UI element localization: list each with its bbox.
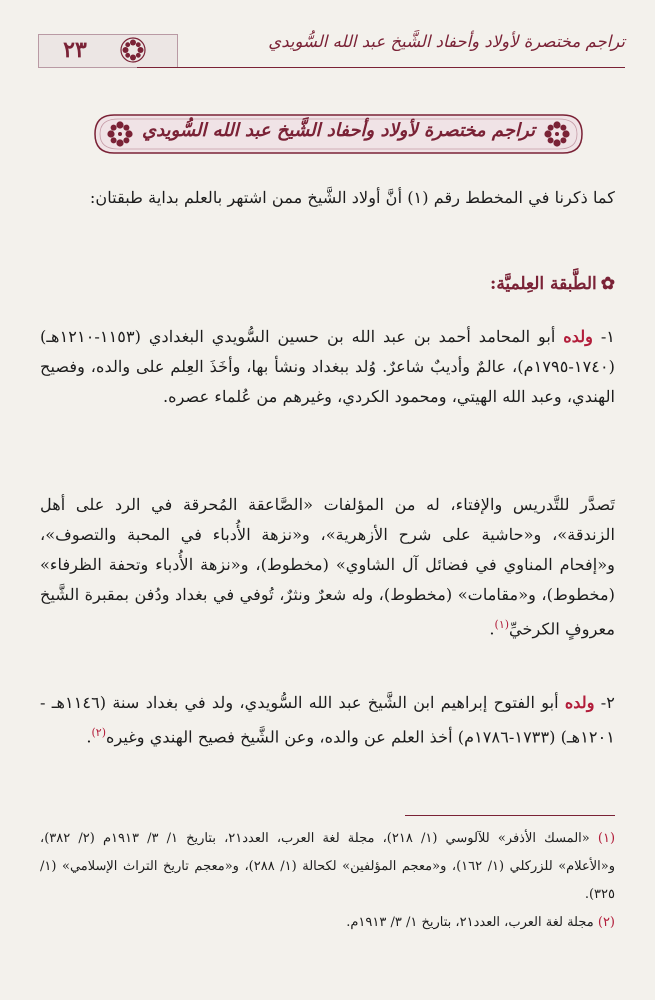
page-number-box <box>38 34 178 68</box>
entry-2-paragraph <box>40 688 615 752</box>
entry-1-cont-text: تَصدَّر للتَّدريس والإفتاء، له من المؤلفات «الصَّاعقة المُحرقة في الرد على أهل الزندقة»، و«حاشية على شرح الأزهرية»، و«نزهة الأُدباء في المحبة والتصوف»، و«إفحام المناوي في فضائل آل الشاوي» (مخطوط)، و«نزهة الأُدباء وتحفة الظرفاء» (مخطوط)، و«مقامات» (مخطوط)، وله شعرٌ ونثرٌ، تُوفي في بغداد ودُفن بمقبرة الشَّيخ معروفٍ الكرخيِّ <box>40 495 615 639</box>
entry-1-continuation <box>40 490 615 644</box>
running-title: تراجم مختصرة لأولاد وأحفاد الشَّيخ عبد الله السُّويدي <box>268 32 625 51</box>
footnote-1 <box>40 825 615 909</box>
banner-right-rosette-icon <box>541 118 573 150</box>
entry-1-text: أبو المحامد أحمد بن عبد الله بن حسين السُّويدي البغدادي (١١٥٣-١٢١٠هـ) (١٧٤٠-١٧٩٥م)، عالمٌ وأديبٌ شاعرٌ. وُلد ببغداد ونشأ بها، وأخَذَ العِلم على والده، وفصيح الهندي، وعبد الله الهيتي، ومحمود الكردي، وغيرهم من عُلماء عصره. <box>40 327 615 406</box>
entry-2-number: ٢- <box>594 693 615 712</box>
chapter-banner <box>92 112 585 156</box>
banner-left-rosette-icon <box>104 118 136 150</box>
intro-paragraph <box>40 183 615 213</box>
footnote-2 <box>40 909 615 937</box>
entry-2-text: أبو الفتوح إبراهيم ابن الشَّيخ عبد الله السُّويدي، ولد في بغداد سنة (١١٤٦هـ - ١٢٠١هـ) (١٧٣٣-١٧٨٦م) أخذ العلم عن والده، وعن الشَّيخ فصيح الهندي وغيره <box>40 693 615 747</box>
section-heading-text: الطَّبقة العِلميَّة: <box>490 274 597 294</box>
footnote-rule <box>405 815 615 816</box>
footnotes <box>40 825 615 937</box>
footnote-2-text: مجلة لغة العرب، العدد٢١، بتاريخ ١/ ٣/ ١٩١٣م. <box>346 915 598 930</box>
flower-icon: ✿ <box>600 274 615 294</box>
entry-2-end: . <box>86 727 92 747</box>
header-rule <box>137 67 625 68</box>
entry-1-paragraph <box>40 322 615 412</box>
entry-1-cont-end: . <box>489 619 495 639</box>
rosette-icon <box>119 36 147 64</box>
intro-text: كما ذكرنا في المخطط رقم (١) أنَّ أولاد الشَّيخ ممن اشتهر بالعلم بداية طبقتان: <box>89 188 615 207</box>
section-heading <box>490 274 615 294</box>
footnote-1-text: «المسك الأذفر» للآلوسي (١/ ٢١٨)، مجلة لغة العرب، العدد٢١، بتاريخ ١/ ٣/ ١٩١٣م (٢/ ٣٨٢)، و«الأعلام» للزركلي (١/ ١٦٢)، و«معجم المؤلفين» لكحالة (١/ ٢٨٨)، و«معجم تاريخ التراث الإسلامي» (١/ ٣٢٥). <box>40 831 616 902</box>
entry-1-number: ١- <box>592 327 615 346</box>
footnote-1-number: (١) <box>597 831 616 846</box>
running-header <box>38 30 625 74</box>
entry-1-label: ولده <box>563 327 593 346</box>
footnote-2-number: (٢) <box>597 915 615 930</box>
footnote-mark-2[interactable]: (٢) <box>91 726 107 739</box>
page-number: ٢٣ <box>63 37 87 63</box>
chapter-title: تراجم مختصرة لأولاد وأحفاد الشَّيخ عبد الله السُّويدي <box>142 120 535 141</box>
entry-2-label: ولده <box>564 693 595 712</box>
footnote-mark-1[interactable]: (١) <box>494 618 510 631</box>
